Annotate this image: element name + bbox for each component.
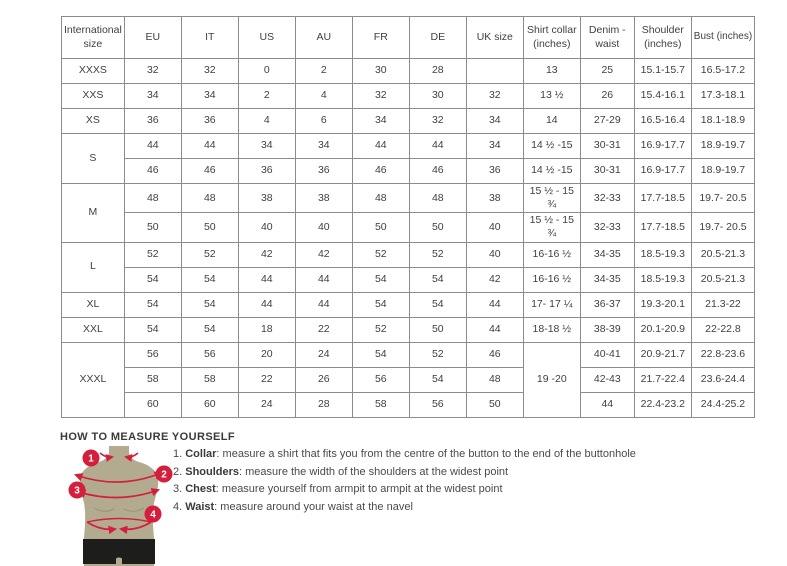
table-cell: 36-37 — [580, 292, 634, 317]
measure-step-badge-4 — [145, 506, 162, 523]
table-cell: 0 — [238, 59, 295, 84]
table-cell: XXXL — [62, 342, 125, 417]
mannequin-illustration — [60, 446, 178, 566]
table-cell: 40 — [466, 213, 523, 242]
table-cell: 15.1-15.7 — [634, 59, 691, 84]
table-cell: 14 — [523, 109, 580, 134]
table-cell: 40-41 — [580, 342, 634, 367]
table-cell: 44 — [295, 267, 352, 292]
size-chart — [61, 16, 755, 418]
table-cell: 40 — [295, 213, 352, 242]
table-cell: 40 — [238, 213, 295, 242]
instruction-text: : measure yourself from armpit to armpit at the widest point — [215, 483, 503, 496]
table-cell: 32 — [181, 59, 238, 84]
table-cell: 44 — [124, 134, 181, 159]
table-cell: 22 — [295, 317, 352, 342]
table-cell: 44 — [352, 134, 409, 159]
table-cell: 40 — [466, 242, 523, 267]
table-cell: 52 — [352, 317, 409, 342]
measure-instruction-item — [173, 502, 636, 514]
table-cell: 21.3-22 — [691, 292, 754, 317]
table-cell: 20.5-21.3 — [691, 267, 754, 292]
table-cell: 18.1-18.9 — [691, 109, 754, 134]
instruction-label: Shoulders — [185, 465, 240, 478]
table-cell: 17.3-18.1 — [691, 84, 754, 109]
table-cell: 34 — [181, 84, 238, 109]
table-cell: 34 — [124, 84, 181, 109]
table-cell: 4 — [295, 84, 352, 109]
table-row — [62, 84, 755, 109]
table-cell: 34 — [466, 109, 523, 134]
column-header: FR — [352, 17, 409, 59]
table-cell: 50 — [466, 392, 523, 417]
table-cell: 16.9-17.7 — [634, 134, 691, 159]
table-cell: 46 — [124, 159, 181, 184]
table-cell: 28 — [295, 392, 352, 417]
table-cell: 56 — [409, 392, 466, 417]
table-cell: 54 — [124, 317, 181, 342]
table-cell: 32 — [124, 59, 181, 84]
table-cell: 56 — [124, 342, 181, 367]
table-cell: 18.9-19.7 — [691, 159, 754, 184]
table-cell: 50 — [409, 213, 466, 242]
table-cell: 6 — [295, 109, 352, 134]
table-row — [62, 292, 755, 317]
table-cell: 58 — [181, 367, 238, 392]
table-cell: 54 — [124, 267, 181, 292]
instruction-number: 1. — [173, 448, 186, 460]
column-header: Shirt collar (inches) — [523, 17, 580, 59]
table-cell: 58 — [352, 392, 409, 417]
table-row — [62, 159, 755, 184]
table-cell — [466, 59, 523, 84]
table-cell: 54 — [409, 367, 466, 392]
svg-text:4: 4 — [150, 509, 156, 521]
table-cell: 38 — [295, 184, 352, 213]
table-cell: 18.5-19.3 — [634, 242, 691, 267]
table-cell: 54 — [352, 342, 409, 367]
table-cell: 36 — [238, 159, 295, 184]
measure-instruction-item — [173, 467, 636, 479]
table-cell: 46 — [181, 159, 238, 184]
table-cell: 50 — [181, 213, 238, 242]
table-cell: XXXS — [62, 59, 125, 84]
table-cell: 23.6-24.4 — [691, 367, 754, 392]
table-cell: 44 — [580, 392, 634, 417]
table-cell: 36 — [124, 109, 181, 134]
table-cell: 32 — [352, 84, 409, 109]
table-cell: 34 — [466, 134, 523, 159]
table-cell: 54 — [181, 317, 238, 342]
table-cell: 28 — [409, 59, 466, 84]
table-cell: 25 — [580, 59, 634, 84]
column-header: AU — [295, 17, 352, 59]
table-cell: XS — [62, 109, 125, 134]
table-cell: 30 — [352, 59, 409, 84]
table-cell: 20 — [238, 342, 295, 367]
table-cell: 18.9-19.7 — [691, 134, 754, 159]
table-cell: 22.8-23.6 — [691, 342, 754, 367]
table-cell: 50 — [124, 213, 181, 242]
table-cell: 34-35 — [580, 242, 634, 267]
table-cell: 34-35 — [580, 267, 634, 292]
column-header: Bust (inches) — [691, 17, 754, 59]
table-header-row — [62, 17, 755, 59]
table-cell: 42 — [238, 242, 295, 267]
instruction-number: 4. — [173, 500, 186, 513]
column-header: Shoulder (inches) — [634, 17, 691, 59]
measure-instruction-item — [173, 484, 636, 496]
table-cell: 16.5-16.4 — [634, 109, 691, 134]
table-cell: 54 — [181, 292, 238, 317]
table-cell: 36 — [295, 159, 352, 184]
table-cell: 36 — [181, 109, 238, 134]
table-cell: 38 — [238, 184, 295, 213]
table-cell: L — [62, 242, 125, 292]
table-cell: 60 — [181, 392, 238, 417]
table-cell: 42 — [466, 267, 523, 292]
table-cell: 46 — [409, 159, 466, 184]
table-cell: 44 — [466, 292, 523, 317]
table-cell: 16-16 ½ — [523, 267, 580, 292]
table-cell: 46 — [466, 342, 523, 367]
table-cell: 50 — [352, 213, 409, 242]
table-row — [62, 109, 755, 134]
table-cell: 19.7- 20.5 — [691, 213, 754, 242]
table-cell: 17- 17 ¼ — [523, 292, 580, 317]
table-cell: 34 — [238, 134, 295, 159]
table-cell: 22 — [238, 367, 295, 392]
table-cell: 18 — [238, 317, 295, 342]
table-cell: 30 — [409, 84, 466, 109]
table-cell: 54 — [352, 292, 409, 317]
table-cell: 20.5-21.3 — [691, 242, 754, 267]
table-cell: 52 — [409, 242, 466, 267]
table-cell: 16-16 ½ — [523, 242, 580, 267]
table-cell: 24 — [238, 392, 295, 417]
instruction-text: : measure a shirt that fits you from the centre of the button to the end of the buttonhole — [216, 448, 636, 460]
table-row — [62, 184, 755, 213]
table-cell: 44 — [238, 267, 295, 292]
table-cell: 56 — [181, 342, 238, 367]
table-cell: 48 — [466, 367, 523, 392]
measurement-figure — [60, 446, 178, 566]
table-cell: 52 — [352, 242, 409, 267]
table-cell: 42-43 — [580, 367, 634, 392]
table-cell: 38 — [466, 184, 523, 213]
table-cell: 19.7- 20.5 — [691, 184, 754, 213]
measure-step-badge-1 — [83, 450, 100, 467]
table-cell: 2 — [238, 84, 295, 109]
table-cell: 32 — [409, 109, 466, 134]
measure-section-title: HOW TO MEASURE YOURSELF — [60, 431, 236, 443]
table-row — [62, 367, 755, 392]
instruction-label: Waist — [185, 500, 215, 513]
table-row — [62, 134, 755, 159]
table-cell: 54 — [124, 292, 181, 317]
table-cell: 30-31 — [580, 159, 634, 184]
table-cell: S — [62, 134, 125, 184]
table-cell: 54 — [409, 267, 466, 292]
column-header: IT — [181, 17, 238, 59]
table-cell: 54 — [181, 267, 238, 292]
table-row — [62, 267, 755, 292]
table-cell: 20.1-20.9 — [634, 317, 691, 342]
table-cell: 20.9-21.7 — [634, 342, 691, 367]
table-cell: 18.5-19.3 — [634, 267, 691, 292]
table-row — [62, 342, 755, 367]
column-header: US — [238, 17, 295, 59]
table-cell: 32-33 — [580, 213, 634, 242]
table-cell: XXS — [62, 84, 125, 109]
table-cell: 21.7-22.4 — [634, 367, 691, 392]
table-cell: 54 — [352, 267, 409, 292]
measure-instruction-item — [173, 449, 636, 461]
measure-instructions-list — [173, 449, 636, 519]
measure-step-badge-3 — [69, 482, 86, 499]
table-cell: 48 — [352, 184, 409, 213]
table-cell: 52 — [181, 242, 238, 267]
table-cell: 48 — [124, 184, 181, 213]
table-cell: 13 — [523, 59, 580, 84]
table-cell: 16.5-17.2 — [691, 59, 754, 84]
table-cell: XL — [62, 292, 125, 317]
table-cell: 16.9-17.7 — [634, 159, 691, 184]
table-cell: 46 — [352, 159, 409, 184]
table-cell: 50 — [409, 317, 466, 342]
column-header: Denim - waist — [580, 17, 634, 59]
table-cell: 14 ½ -15 — [523, 159, 580, 184]
column-header: UK size — [466, 17, 523, 59]
table-cell: 26 — [295, 367, 352, 392]
table-cell: M — [62, 184, 125, 243]
table-cell: 44 — [466, 317, 523, 342]
table-cell: 52 — [409, 342, 466, 367]
column-header: EU — [124, 17, 181, 59]
table-cell: 42 — [295, 242, 352, 267]
table-cell: 54 — [409, 292, 466, 317]
table-cell: 48 — [181, 184, 238, 213]
table-row — [62, 317, 755, 342]
table-row — [62, 59, 755, 84]
measure-step-badge-2 — [156, 466, 173, 483]
table-cell: 17.7-18.5 — [634, 213, 691, 242]
table-cell: XXL — [62, 317, 125, 342]
table-row — [62, 242, 755, 267]
table-cell: 52 — [124, 242, 181, 267]
table-cell: 58 — [124, 367, 181, 392]
table-cell: 26 — [580, 84, 634, 109]
instruction-text: : measure around your waist at the navel — [214, 500, 413, 513]
instruction-label: Chest — [185, 483, 216, 496]
table-cell: 22.4-23.2 — [634, 392, 691, 417]
instruction-number: 3. — [173, 483, 186, 496]
table-cell: 4 — [238, 109, 295, 134]
table-cell: 44 — [181, 134, 238, 159]
table-cell: 34 — [295, 134, 352, 159]
svg-text:2: 2 — [161, 469, 167, 481]
table-cell: 14 ½ -15 — [523, 134, 580, 159]
size-chart-table — [61, 16, 755, 418]
svg-text:1: 1 — [88, 453, 94, 465]
table-cell: 13 ½ — [523, 84, 580, 109]
table-cell: 22-22.8 — [691, 317, 754, 342]
table-cell: 48 — [409, 184, 466, 213]
table-cell: 2 — [295, 59, 352, 84]
table-cell: 24.4-25.2 — [691, 392, 754, 417]
table-cell: 15 ½ - 15 ¾ — [523, 184, 580, 213]
table-cell: 36 — [466, 159, 523, 184]
table-cell: 19 -20 — [523, 342, 580, 417]
table-cell: 44 — [238, 292, 295, 317]
table-cell: 44 — [409, 134, 466, 159]
instruction-text: : measure the width of the shoulders at the widest point — [239, 465, 509, 478]
table-cell: 27-29 — [580, 109, 634, 134]
table-row — [62, 213, 755, 242]
instruction-number: 2. — [173, 465, 186, 478]
table-cell: 15 ½ - 15 ¾ — [523, 213, 580, 242]
table-cell: 32 — [466, 84, 523, 109]
svg-text:3: 3 — [74, 485, 80, 497]
table-cell: 38-39 — [580, 317, 634, 342]
table-cell: 34 — [352, 109, 409, 134]
table-cell: 18-18 ½ — [523, 317, 580, 342]
table-cell: 30-31 — [580, 134, 634, 159]
table-cell: 17.7-18.5 — [634, 184, 691, 213]
table-cell: 60 — [124, 392, 181, 417]
table-cell: 15.4-16.1 — [634, 84, 691, 109]
table-cell: 19.3-20.1 — [634, 292, 691, 317]
table-cell: 24 — [295, 342, 352, 367]
table-row — [62, 392, 755, 417]
table-cell: 44 — [295, 292, 352, 317]
column-header: DE — [409, 17, 466, 59]
table-cell: 32-33 — [580, 184, 634, 213]
table-cell: 56 — [352, 367, 409, 392]
column-header: International size — [62, 17, 125, 59]
instruction-label: Collar — [185, 448, 217, 460]
